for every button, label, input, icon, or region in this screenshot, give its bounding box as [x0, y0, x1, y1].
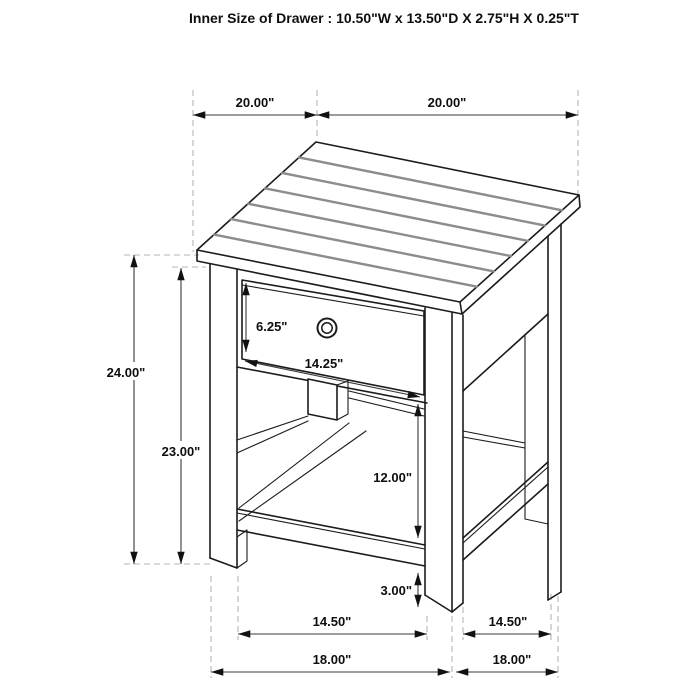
dim-under-top-height: 23.00" — [161, 444, 201, 459]
right-side-face — [463, 314, 548, 560]
lower-shelf — [237, 509, 425, 566]
drawer-front — [242, 280, 424, 395]
dim-drawer-height: 6.25" — [256, 319, 288, 334]
end-table-drawing — [197, 142, 580, 612]
dim-drawer-width: 14.25" — [304, 356, 344, 371]
right-front-leg — [425, 308, 463, 612]
dim-overall-height: 24.00" — [106, 365, 146, 380]
dim-front-overall-width: 18.00" — [312, 652, 352, 667]
dim-side-inner-depth: 14.50" — [488, 614, 528, 629]
dim-open-height: 12.00" — [373, 470, 412, 485]
dim-shelf-clearance: 3.00" — [380, 583, 412, 598]
dim-front-inner-width: 14.50" — [312, 614, 352, 629]
dim-side-overall-depth: 18.00" — [492, 652, 532, 667]
front-opening-interior — [237, 379, 424, 521]
rear-right-leg — [548, 224, 561, 600]
diagram-title: Inner Size of Drawer : 10.50"W x 13.50"D X 2.75"H X 0.25"T — [189, 10, 579, 26]
dim-top-width-left: 20.00" — [235, 95, 275, 110]
dim-top-width-right: 20.00" — [427, 95, 467, 110]
center-support — [308, 379, 337, 420]
